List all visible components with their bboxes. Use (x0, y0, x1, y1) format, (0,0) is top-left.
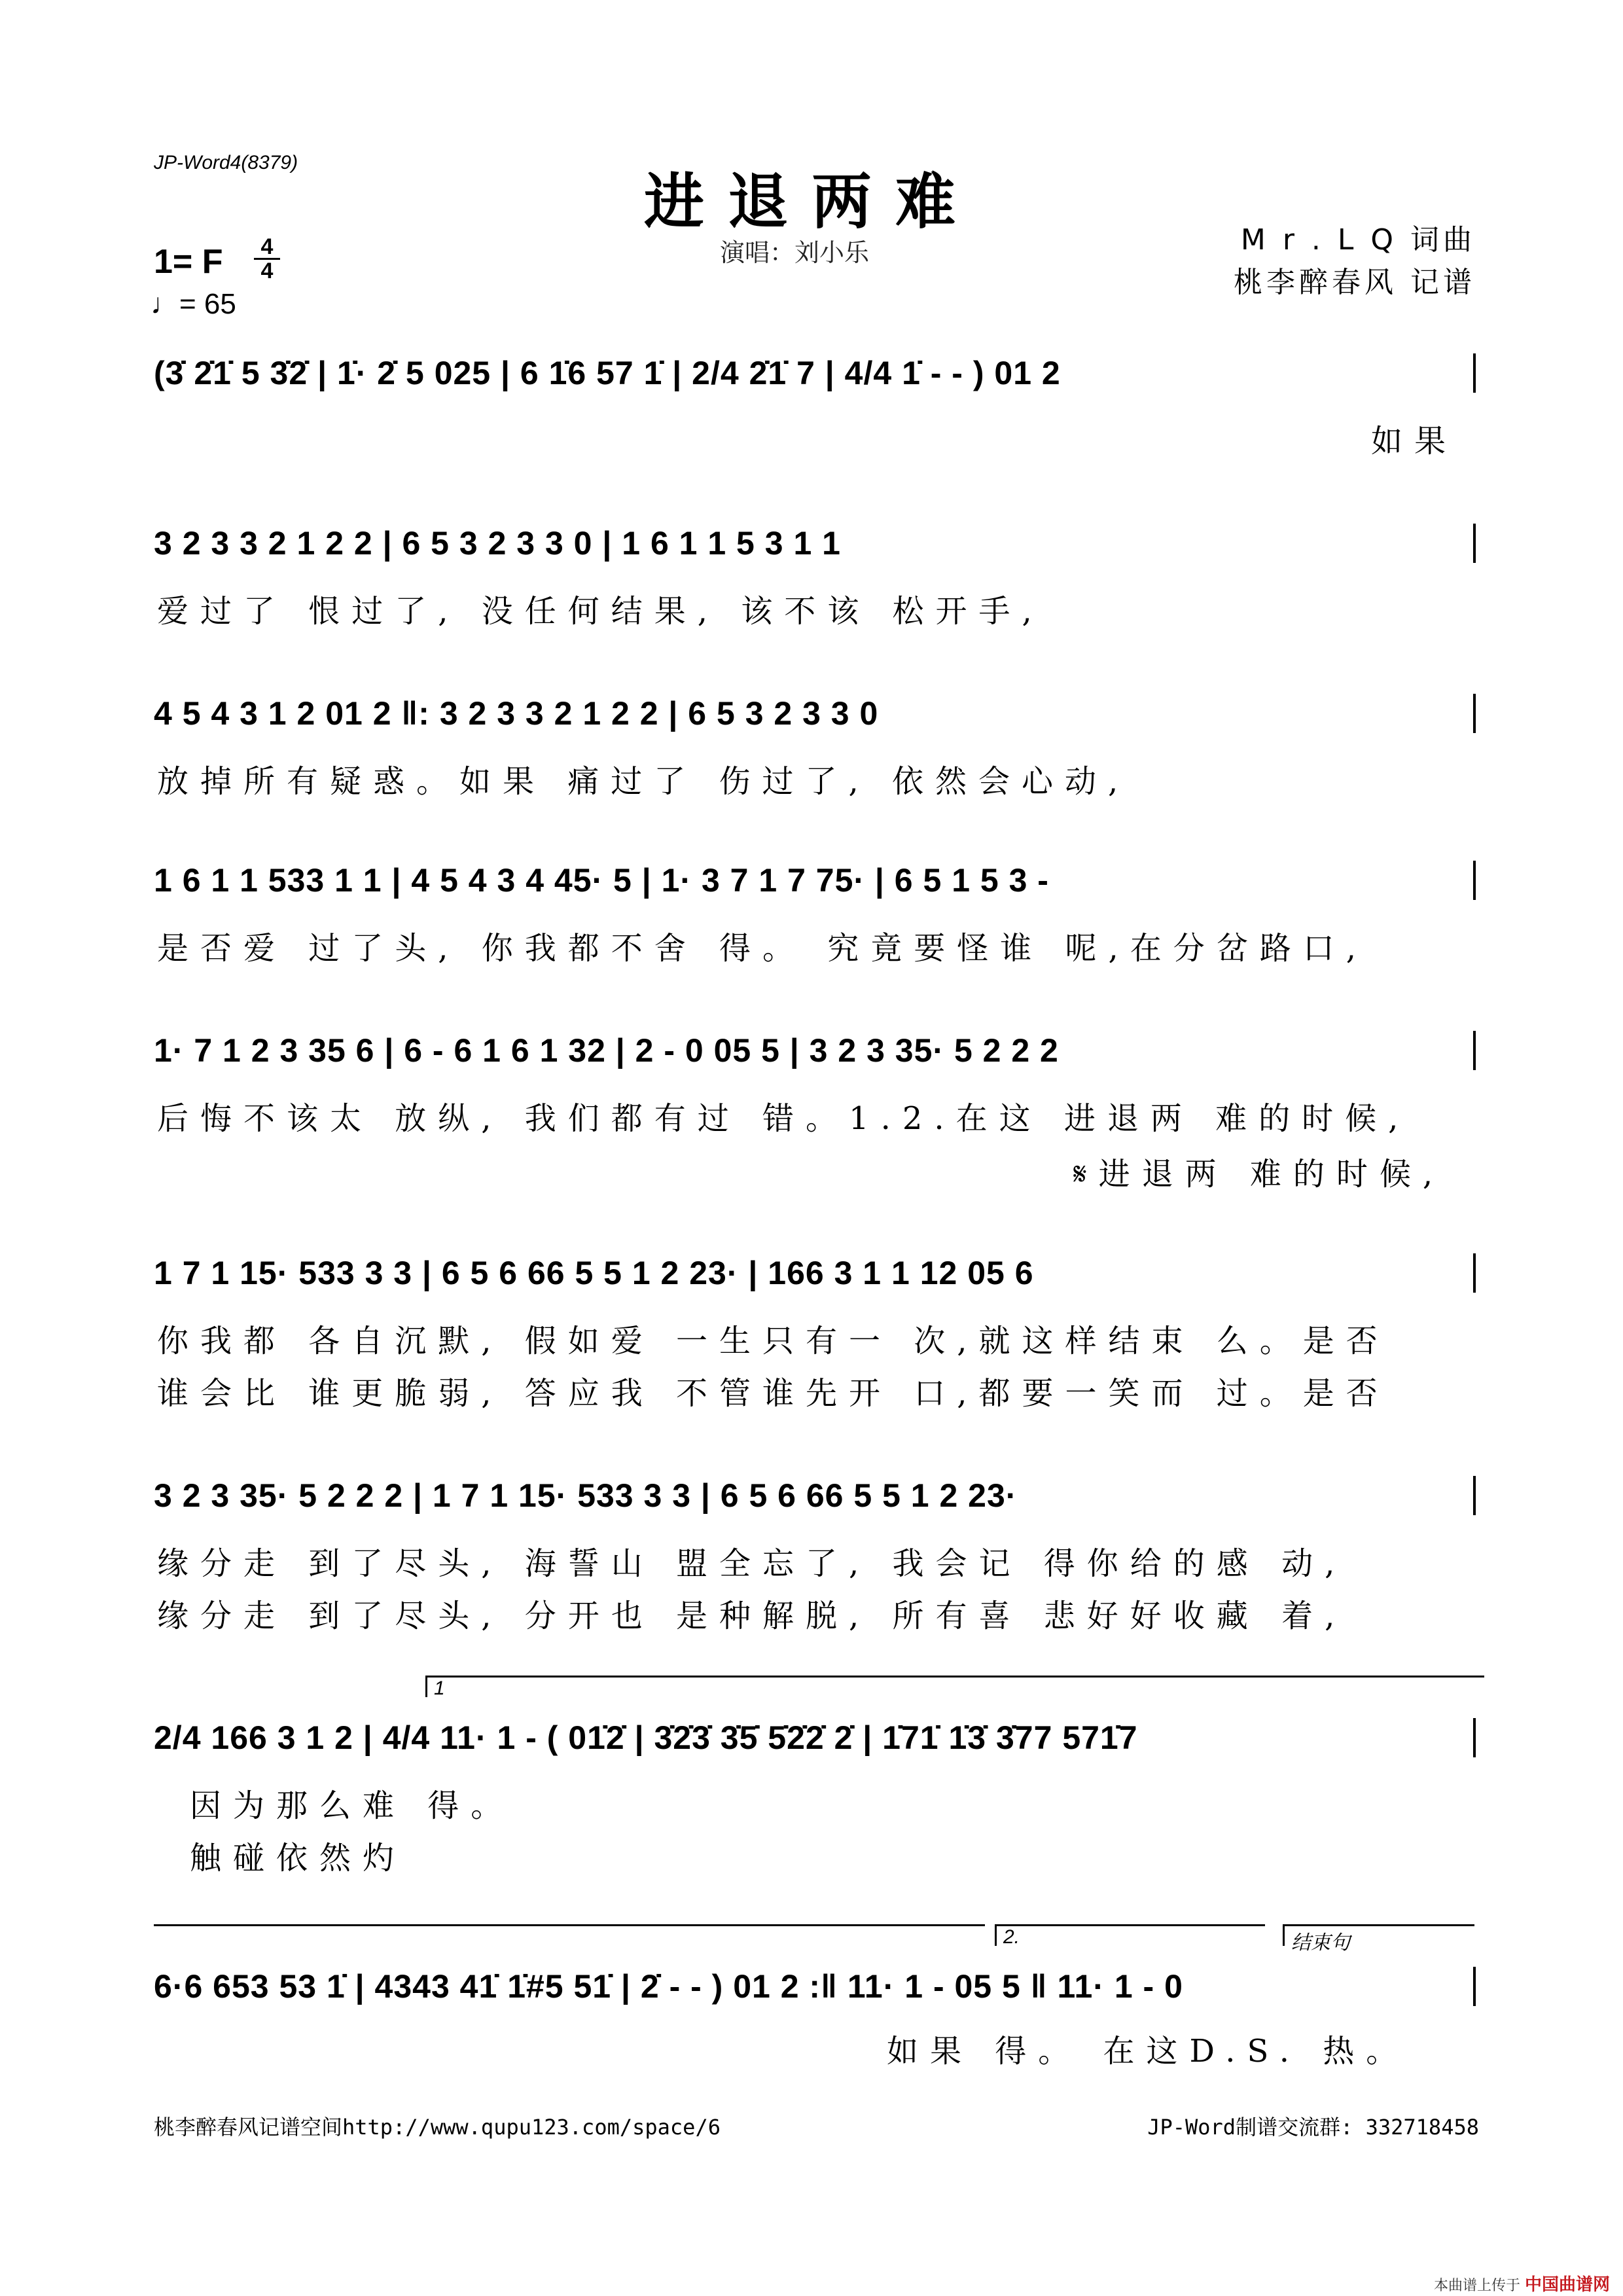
lyric-line: 爱过了 恨过了, 没任何结果, 该不该 松开手, (157, 593, 1044, 630)
page-title: 进退两难 (643, 166, 979, 237)
time-denominator: 4 (254, 258, 280, 282)
software-label: JP-Word4(8379) (154, 152, 298, 173)
barline (1473, 861, 1476, 900)
notation-row (154, 520, 1476, 566)
notation-row (154, 1473, 1476, 1518)
notation-row (154, 691, 1476, 736)
notation-row (154, 1715, 1476, 1761)
notes: 1· 7 1 2 3 35 6 | 6 - 6 1 6 1 32 | 2 - 0 05 5 | 3 2 3 35· 5 2 2 2 (154, 1032, 1059, 1069)
lyric-line: 你我都 各自沉默, 假如爱 一生只有一 次,就这样结束 么。是否 (157, 1323, 1389, 1359)
time-signature (254, 236, 280, 282)
lyric-line-2: 𝄋进退两 难的时候, (1073, 1156, 1445, 1193)
singer-label: 演唱：刘小乐 (720, 238, 870, 267)
barline (1473, 524, 1476, 563)
stamp-site: 中国曲谱网 (1524, 2275, 1610, 2295)
lyric-line-2: 缘分走 到了尽头, 分开也 是种解脱, 所有喜 悲好好收藏 着, (157, 1598, 1347, 1634)
notation-row (154, 350, 1476, 396)
transcriber-label: 桃李醉春风 记谱 (1234, 266, 1476, 299)
lyric-line: 因为那么难 得。 (190, 1787, 514, 1824)
lyric-line-2: 谁会比 谁更脆弱, 答应我 不管谁先开 口,都要一笑而 过。是否 (157, 1375, 1389, 1412)
notes: 2/4 166 3 1 2 | 4/4 11· 1 - ( 01̇2̇ | 3̇2̇3̇ 3̇5̇ 5̇2̇2̇ 2̇ | 1̇71̇ 1̇3̇ 3̇77 571̇7 (154, 1719, 1138, 1756)
barline (1473, 1967, 1476, 2006)
barline (1473, 353, 1476, 393)
barline (1473, 1253, 1476, 1293)
notes: 3 2 3 3 2 1 2 2 | 6 5 3 2 3 3 0 | 1 6 1 1 5 3 1 1 (154, 525, 841, 562)
lyric-line: 如果 得。 在这D.S. 热。 (887, 2033, 1410, 2070)
composer-label: M r . L Q 词曲 (1240, 223, 1476, 257)
lyric-line: 是否爱 过了头, 你我都不舍 得。 究竟要怪谁 呢,在分岔路口, (157, 930, 1368, 967)
volta-line (154, 1924, 985, 1926)
lyric-line-2: 触碰依然灼 (190, 1840, 406, 1876)
notation-row (154, 1028, 1476, 1073)
footer-right: JP-Word制谱交流群: 332718458 (1147, 2115, 1479, 2140)
notes: (3̇ 2̇1̇ 5 3̇2̇ | 1̇· 2̇ 5 025 | 6 1̇6 57 1̇ | 2/4 2̇1̇ 7 | 4/4 1̇ - - ) 01 2 (154, 355, 1061, 391)
time-numerator: 4 (260, 234, 274, 259)
volta-bracket-1: 1 (425, 1676, 1484, 1697)
notes: 1 7 1 15· 533 3 3 | 6 5 6 66 5 5 1 2 23· | 166 3 1 1 12 05 6 (154, 1255, 1034, 1291)
footer-left: 桃李醉春风记谱空间http://www.qupu123.com/space/6 (154, 2115, 721, 2140)
notation-row (154, 1964, 1476, 2009)
notes: 1 6 1 1 533 1 1 | 4 5 4 3 4 45· 5 | 1· 3 7 1 7 75· | 6 5 1 5 3 - (154, 862, 1049, 899)
lyric-line: 缘分走 到了尽头, 海誓山 盟全忘了, 我会记 得你给的感 动, (157, 1545, 1347, 1582)
notes: 3 2 3 35· 5 2 2 2 | 1 7 1 15· 533 3 3 | 6 5 6 66 5 5 1 2 23· (154, 1477, 1018, 1514)
barline (1473, 1476, 1476, 1515)
lyric-line: 放掉所有疑惑。如果 痛过了 伤过了, 依然会心动, (157, 763, 1130, 800)
volta-bracket-2: 2. (995, 1924, 1265, 1946)
barline (1473, 694, 1476, 733)
barline (1473, 1718, 1476, 1757)
site-stamp (1434, 2271, 1610, 2295)
barline (1473, 1031, 1476, 1070)
lyric-line: 如果 (1371, 423, 1458, 459)
notation-row (154, 1250, 1476, 1296)
notes: 4 5 4 3 1 2 01 2 ‖: 3 2 3 3 2 1 2 2 | 6 5 3 2 3 3 0 (154, 695, 879, 732)
notes: 6·6 653 53 1̇ | 4343 41̇ 1̇#5 51̇ | 2̇ - - ) 01 2 :‖ 11· 1 - 05 5 ‖ 11· 1 - 0 (154, 1968, 1183, 2005)
lyric-line: 后悔不该太 放纵, 我们都有过 错。1.2.在这 进退两 难的时候, (157, 1100, 1410, 1137)
notation-row (154, 857, 1476, 903)
volta-bracket-ending: 结束句 (1283, 1924, 1474, 1946)
tempo-mark: ♩= 65 (151, 288, 236, 320)
stamp-prefix: 本曲谱上传于 (1433, 2278, 1520, 2294)
key-signature: 1= F (154, 243, 223, 281)
